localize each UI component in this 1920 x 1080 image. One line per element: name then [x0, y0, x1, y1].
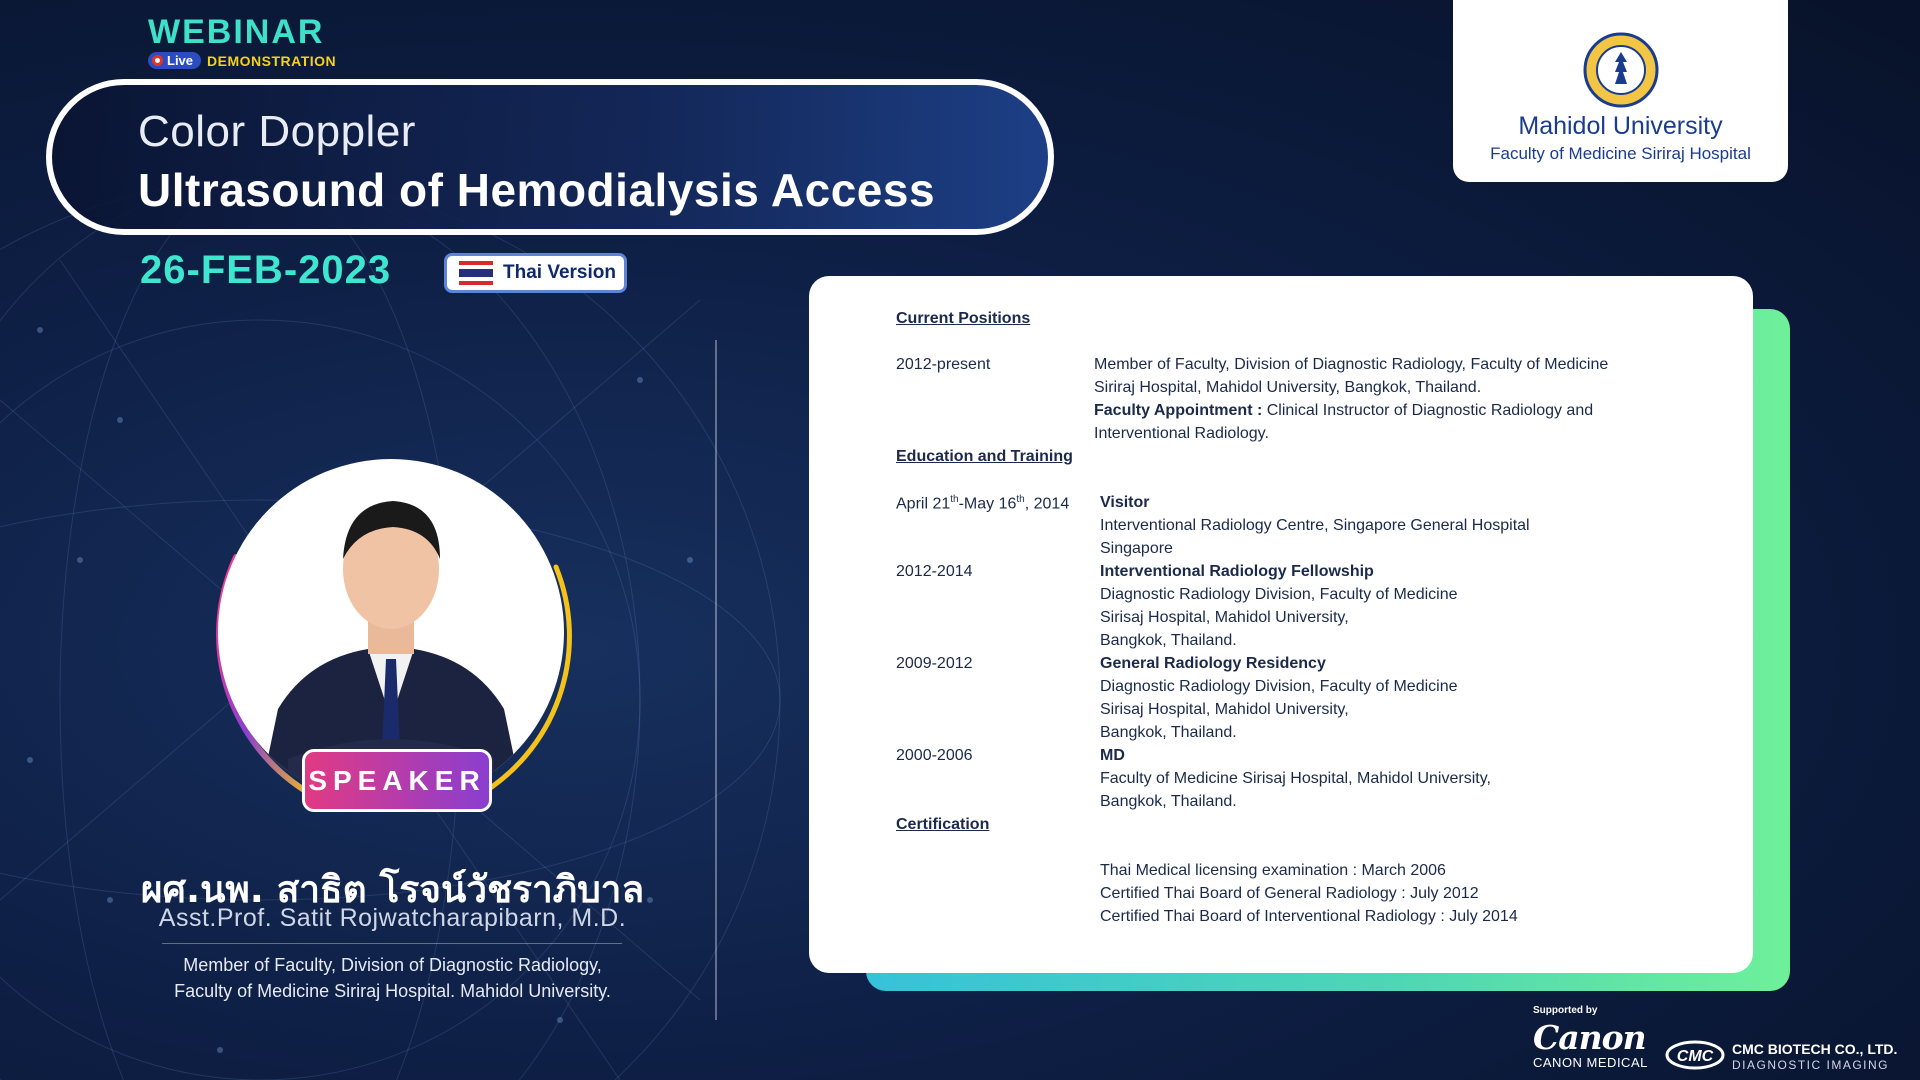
university-name: Mahidol University — [1518, 112, 1723, 140]
cv-line: Singapore — [1100, 540, 1173, 557]
event-date: 26-FEB-2023 — [140, 248, 392, 292]
cv-period: 2009-2012 — [896, 655, 973, 672]
cv-period: 2012-present — [896, 356, 991, 373]
speaker-desc-line1: Member of Faculty, Division of Diagnostic Radiology, — [183, 955, 602, 975]
webinar-header — [148, 14, 336, 69]
cv-line: Interventional Radiology. — [1094, 425, 1269, 442]
cv-heading-current-positions: Current Positions — [896, 310, 1031, 327]
canon-medical-label: CANON MEDICAL — [1533, 1055, 1648, 1070]
cv-period: 2000-2006 — [896, 747, 973, 764]
thai-flag-icon — [459, 261, 493, 285]
live-badge — [148, 52, 201, 69]
cv-period: April 21th-May 16th, 2014 — [896, 494, 1070, 513]
speaker-desc-line2: Faculty of Medicine Siriraj Hospital. Mahidol University. — [174, 981, 611, 1001]
cv-period: 2012-2014 — [896, 563, 973, 580]
cv-entry-title: Visitor — [1100, 494, 1150, 511]
cv-heading-education: Education and Training — [896, 448, 1073, 465]
cv-line: Bangkok, Thailand. — [1100, 724, 1237, 741]
university-logo-card — [1453, 0, 1788, 182]
title-line2: Ultrasound of Hemodialysis Access — [138, 164, 936, 216]
live-label: Live — [167, 53, 194, 68]
cv-line: Diagnostic Radiology Division, Faculty of Medicine — [1100, 678, 1458, 695]
webinar-subline — [148, 52, 336, 69]
cv-card — [809, 276, 1753, 973]
cv-entry-title: General Radiology Residency — [1100, 655, 1326, 672]
cv-entry-title: MD — [1100, 747, 1125, 764]
cv-line: Sirisaj Hospital, Mahidol University, — [1100, 609, 1349, 626]
speaker-name-english: Asst.Prof. Satit Rojwatcharapibarn, M.D. — [158, 904, 627, 932]
cv-line: Member of Faculty, Division of Diagnostic Radiology, Faculty of Medicine — [1094, 356, 1609, 373]
cmc-logo-icon — [1664, 1038, 1726, 1072]
cv-certification-line: Certified Thai Board of Interventional Radiology : July 2014 — [1100, 908, 1518, 925]
cv-line: Siriraj Hospital, Mahidol University, Bangkok, Thailand. — [1094, 379, 1482, 396]
version-label: Thai Version — [503, 262, 616, 283]
university-faculty: Faculty of Medicine Siriraj Hospital — [1490, 144, 1751, 163]
title-banner — [46, 79, 1054, 235]
cv-line: Bangkok, Thailand. — [1100, 793, 1237, 810]
cv-certification-line: Thai Medical licensing examination : March 2006 — [1100, 862, 1446, 879]
speaker-divider — [162, 943, 622, 944]
speaker-name-thai: ผศ.นพ. สาธิต โรจน์วัชราภิบาล — [140, 868, 645, 911]
cmc-name: CMC BIOTECH CO., LTD. — [1732, 1041, 1898, 1057]
cv-appointment-text: Clinical Instructor of Diagnostic Radiology and — [1262, 402, 1594, 419]
cv-certification-line: Certified Thai Board of General Radiology : July 2012 — [1100, 885, 1479, 902]
cv-line: Diagnostic Radiology Division, Faculty of Medicine — [1100, 586, 1458, 603]
university-seal-icon — [1583, 32, 1659, 108]
speaker-badge: SPEAKER — [302, 749, 492, 812]
canon-logo: Canon — [1533, 1018, 1646, 1057]
version-badge — [444, 253, 627, 293]
cmc-subtitle: DIAGNOSTIC IMAGING — [1732, 1058, 1890, 1072]
webinar-label: WEBINAR — [148, 13, 325, 51]
cv-heading-certification: Certification — [896, 816, 990, 833]
cv-line: Faculty of Medicine Sirisaj Hospital, Mahidol University, — [1100, 770, 1491, 787]
cv-line: Bangkok, Thailand. — [1100, 632, 1237, 649]
cv-entry-title: Interventional Radiology Fellowship — [1100, 563, 1374, 580]
cv-line: Sirisaj Hospital, Mahidol University, — [1100, 701, 1349, 718]
supported-by-label: Supported by — [1533, 1005, 1598, 1016]
title-line1: Color Doppler — [138, 107, 416, 156]
cv-appointment — [1094, 402, 1593, 420]
svg-text:CMC: CMC — [1676, 1048, 1714, 1065]
speaker-description — [0, 952, 785, 1004]
live-record-icon — [152, 55, 163, 66]
cv-appointment-label: Faculty Appointment : — [1094, 402, 1263, 419]
demonstration-label: DEMONSTRATION — [207, 52, 337, 69]
cv-line: Interventional Radiology Centre, Singapore General Hospital — [1100, 517, 1530, 534]
